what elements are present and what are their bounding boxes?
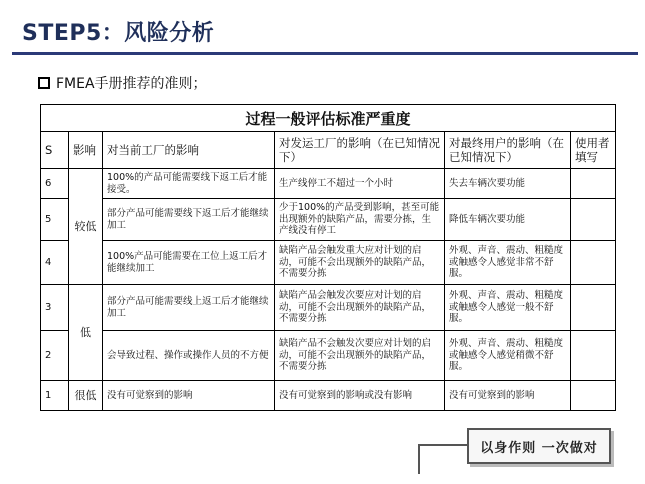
user-fill-cell[interactable] xyxy=(571,285,616,331)
footer-connector-line xyxy=(418,444,470,474)
shipped-effect: 缺陷产品会触发次要应对计划的启动，可能不会出现额外的缺陷产品，不需要分拣 xyxy=(275,285,445,331)
severity-table xyxy=(40,104,616,411)
severity-value: 6 xyxy=(41,169,69,199)
shipped-effect: 没有可觉察到的影响或没有影响 xyxy=(275,381,445,411)
slide-title: STEP5：风险分析 xyxy=(22,21,215,46)
header-enduser: 对最终用户的影响（在已知情况下） xyxy=(445,132,571,169)
user-fill-cell[interactable] xyxy=(571,199,616,241)
shipped-effect: 缺陷产品不会触发次要应对计划的启动，可能不会出现额外的缺陷产品，不需要分拣 xyxy=(275,331,445,381)
enduser-effect: 外观、声音、震动、粗糙度或触感令人感觉一般不舒服。 xyxy=(445,285,571,331)
shipped-effect: 少于100%的产品受到影响，甚至可能出现额外的缺陷产品，需要分拣，生产线没有停工 xyxy=(275,199,445,241)
subtitle-line xyxy=(38,73,207,93)
impact-group-low: 低 xyxy=(69,285,103,381)
plant-effect: 部分产品可能需要线下返工后才能继续加工 xyxy=(103,199,275,241)
plant-effect: 100%的产品可能需要线下返工后才能接受。 xyxy=(103,169,275,199)
enduser-effect: 没有可觉察到的影响 xyxy=(445,381,571,411)
enduser-effect: 外观、声音、震动、粗糙度或触感令人感觉非常不舒服。 xyxy=(445,241,571,285)
table-row xyxy=(41,199,616,241)
header-impact: 影响 xyxy=(69,132,103,169)
header-shipped: 对发运工厂的影响（在已知情况下） xyxy=(275,132,445,169)
enduser-effect: 外观、声音、震动、粗糙度或触感令人感觉稍微不舒服。 xyxy=(445,331,571,381)
header-user-fill: 使用者填写 xyxy=(571,132,616,169)
table-header-row xyxy=(41,132,616,169)
table-row xyxy=(41,241,616,285)
table-title: 过程一般评估标准严重度 xyxy=(41,105,616,132)
enduser-effect: 降低车辆次要功能 xyxy=(445,199,571,241)
user-fill-cell[interactable] xyxy=(571,331,616,381)
user-fill-cell[interactable] xyxy=(571,169,616,199)
severity-value: 5 xyxy=(41,199,69,241)
plant-effect: 部分产品可能需要线上返工后才能继续加工 xyxy=(103,285,275,331)
table-row xyxy=(41,381,616,411)
impact-group-high: 较低 xyxy=(69,169,103,285)
severity-value: 1 xyxy=(41,381,69,411)
plant-effect: 会导致过程、操作或操作人员的不方便 xyxy=(103,331,275,381)
severity-value: 4 xyxy=(41,241,69,285)
table-row xyxy=(41,331,616,381)
user-fill-cell[interactable] xyxy=(571,241,616,285)
subtitle-text: FMEA手册推荐的准则； xyxy=(56,76,207,92)
header-s: S xyxy=(41,132,69,169)
header-plant: 对当前工厂的影响 xyxy=(103,132,275,169)
table-row xyxy=(41,169,616,199)
impact-group-very-low: 很低 xyxy=(69,381,103,411)
shipped-effect: 缺陷产品会触发重大应对计划的启动，可能不会出现额外的缺陷产品，不需要分拣 xyxy=(275,241,445,285)
footer-slogan: 以身作则 一次做对 xyxy=(467,428,611,464)
severity-value: 2 xyxy=(41,331,69,381)
table-row xyxy=(41,285,616,331)
user-fill-cell[interactable] xyxy=(571,381,616,411)
square-bullet-icon xyxy=(38,77,50,89)
shipped-effect: 生产线停工不超过一个小时 xyxy=(275,169,445,199)
title-divider xyxy=(12,52,638,55)
severity-value: 3 xyxy=(41,285,69,331)
plant-effect: 100%产品可能需要在工位上返工后才能继续加工 xyxy=(103,241,275,285)
plant-effect: 没有可觉察到的影响 xyxy=(103,381,275,411)
enduser-effect: 失去车辆次要功能 xyxy=(445,169,571,199)
